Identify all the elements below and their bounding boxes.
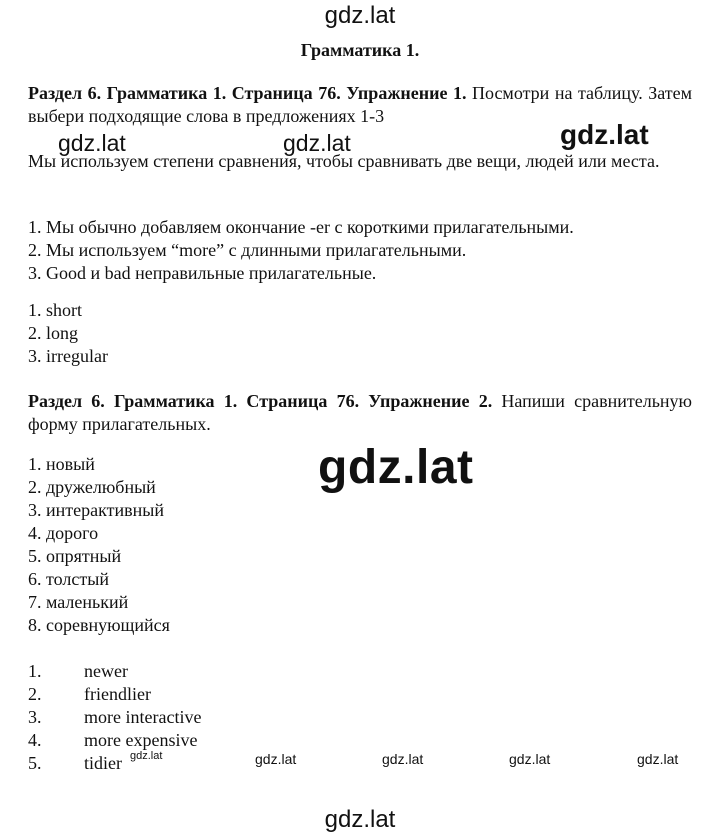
- list-item: 3. irregular: [28, 346, 108, 366]
- answer-number: 2.: [28, 684, 42, 704]
- list-item: 1. short: [28, 300, 82, 320]
- answer-text: tidier: [84, 753, 122, 773]
- exercise1-task: Посмотри на таблицу. Затем выбери подходящие слова в предложениях 1-3: [28, 83, 692, 126]
- list-item: 1. Мы обычно добавляем окончание -er с короткими прилагательными.: [28, 217, 574, 237]
- watermark-small-4: gdz.lat: [509, 751, 551, 767]
- watermark-mid-right: gdz.lat: [560, 119, 649, 150]
- watermark-small-5: gdz.lat: [637, 751, 679, 767]
- list-item: 4. дорого: [28, 523, 99, 543]
- exercise2-heading: Раздел 6. Грамматика 1. Страница 76. Упражнение 2.: [28, 391, 493, 411]
- exercise2-answers: [28, 660, 201, 775]
- watermark-mid-center: gdz.lat: [283, 130, 351, 156]
- list-item: [28, 752, 201, 775]
- answer-text: more expensive: [84, 730, 198, 750]
- answer-text: more interactive: [84, 707, 202, 727]
- list-item: 3. интерактивный: [28, 500, 164, 520]
- answer-number: 1.: [28, 661, 42, 681]
- list-item: [28, 706, 201, 729]
- exercise2-header: [28, 390, 692, 436]
- list-item: [28, 683, 201, 706]
- answer-number: 3.: [28, 707, 42, 727]
- answer-number: 5.: [28, 753, 42, 773]
- watermark-top: gdz.lat: [324, 2, 396, 29]
- answer-text: friendlier: [84, 684, 151, 704]
- watermark-small-2: gdz.lat: [255, 751, 297, 767]
- exercise1-intro: Мы используем степени сравнения, чтобы сравнивать две вещи, людей или места.: [28, 151, 660, 171]
- exercise1-statements: [28, 216, 574, 285]
- exercise2-words: [28, 453, 170, 637]
- watermark-mid-left: gdz.lat: [58, 130, 126, 156]
- list-item: [28, 660, 201, 683]
- list-item: 2. long: [28, 323, 79, 343]
- exercise1-heading: Раздел 6. Грамматика 1. Страница 76. Упражнение 1.: [28, 83, 467, 103]
- list-item: [28, 729, 201, 752]
- watermark-bottom: gdz.lat: [324, 806, 396, 833]
- watermark-small-3: gdz.lat: [382, 751, 424, 767]
- list-item: 6. толстый: [28, 569, 109, 589]
- exercise1-answers: [28, 299, 108, 368]
- watermark-big-center: gdz.lat: [318, 441, 474, 494]
- list-item: 1. новый: [28, 454, 95, 474]
- list-item: 2. дружелюбный: [28, 477, 156, 497]
- list-item: 7. маленький: [28, 592, 129, 612]
- answer-number: 4.: [28, 730, 42, 750]
- exercise2-task: Напиши сравнительную форму прилагательных.: [28, 391, 692, 434]
- list-item: 2. Мы используем “more” с длинными прилагательными.: [28, 240, 467, 260]
- page-title: Грамматика 1.: [300, 40, 420, 60]
- answer-text: newer: [84, 661, 128, 681]
- list-item: 3. Good и bad неправильные прилагательные.: [28, 263, 377, 283]
- list-item: 5. опрятный: [28, 546, 122, 566]
- list-item: 8. соревнующийся: [28, 615, 170, 635]
- watermark-small-1: gdz.lat: [130, 750, 163, 762]
